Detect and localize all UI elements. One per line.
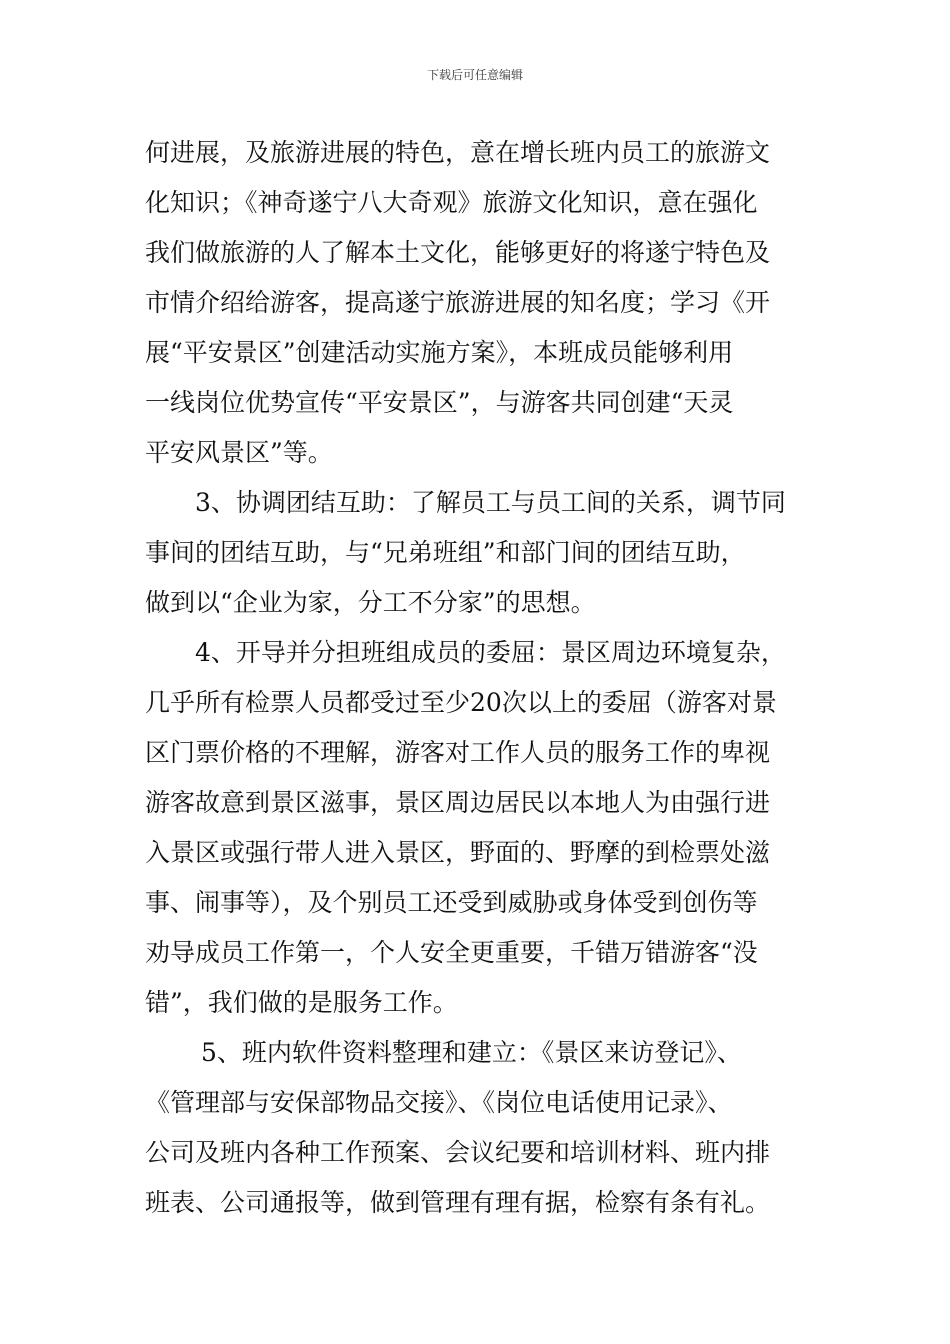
text-line: 市情介绍给游客，提高遂宁旅游进展的知名度；学习《开 — [145, 288, 771, 317]
page-header: 下载后可任意编辑 — [426, 68, 523, 82]
text-line: 事间的团结互助，与“兄弟班组”和部门间的团结互助， — [145, 538, 746, 567]
paragraph-4-start: 4、开导并分担班组成员的委屈：景区周边环境复杂， — [195, 638, 786, 667]
text-line: 错”，我们做的是服务工作。 — [145, 988, 458, 1017]
text-line: 入景区或强行带人进入景区，野面的、野摩的到检票处滋 — [145, 838, 771, 867]
paragraph-5-start: 5、班内软件资料整理和建立：《景区来访登记》、 — [201, 1038, 742, 1067]
text-line: 几乎所有检票人员都受过至少20次以上的委屈（游客对景 — [145, 688, 777, 717]
text-line: 班表、公司通报等，做到管理有理有据，检察有条有礼。 — [145, 1188, 771, 1217]
text-line: 我们做旅游的人了解本土文化，能够更好的将遂宁特色及 — [145, 238, 771, 267]
text-line: 《管理部与安保部物品交接》、《岗位电话使用记录》、 — [145, 1088, 733, 1117]
text-line: 事、闹事等），及个别员工还受到威胁或身体受到创伤等 — [145, 888, 758, 917]
text-line: 区门票价格的不理解，游客对工作人员的服务工作的卑视 — [145, 738, 771, 767]
text-line: 化知识；《神奇遂宁八大奇观》旅游文化知识，意在强化 — [145, 188, 758, 217]
text-line: 做到以“企业为家，分工不分家”的思想。 — [145, 588, 596, 617]
text-line: 何进展，及旅游进展的特色，意在增长班内员工的旅游文 — [145, 138, 771, 167]
paragraph-3-start: 3、协调团结互助：了解员工与员工间的关系，调节同 — [195, 488, 786, 517]
text-line: 平安风景区”等。 — [145, 438, 333, 467]
text-line: 公司及班内各种工作预案、会议纪要和培训材料、班内排 — [145, 1138, 771, 1167]
text-line: 展“平安景区”创建活动实施方案》，本班成员能够利用 — [145, 338, 734, 367]
text-line: 游客故意到景区滋事，景区周边居民以本地人为由强行进 — [145, 788, 771, 817]
text-line: 一线岗位优势宣传“平安景区”，与游客共同创建“天灵 — [145, 388, 734, 417]
document-body — [145, 128, 815, 1228]
text-line: 劝导成员工作第一，个人安全更重要，千错万错游客“没 — [145, 938, 758, 967]
